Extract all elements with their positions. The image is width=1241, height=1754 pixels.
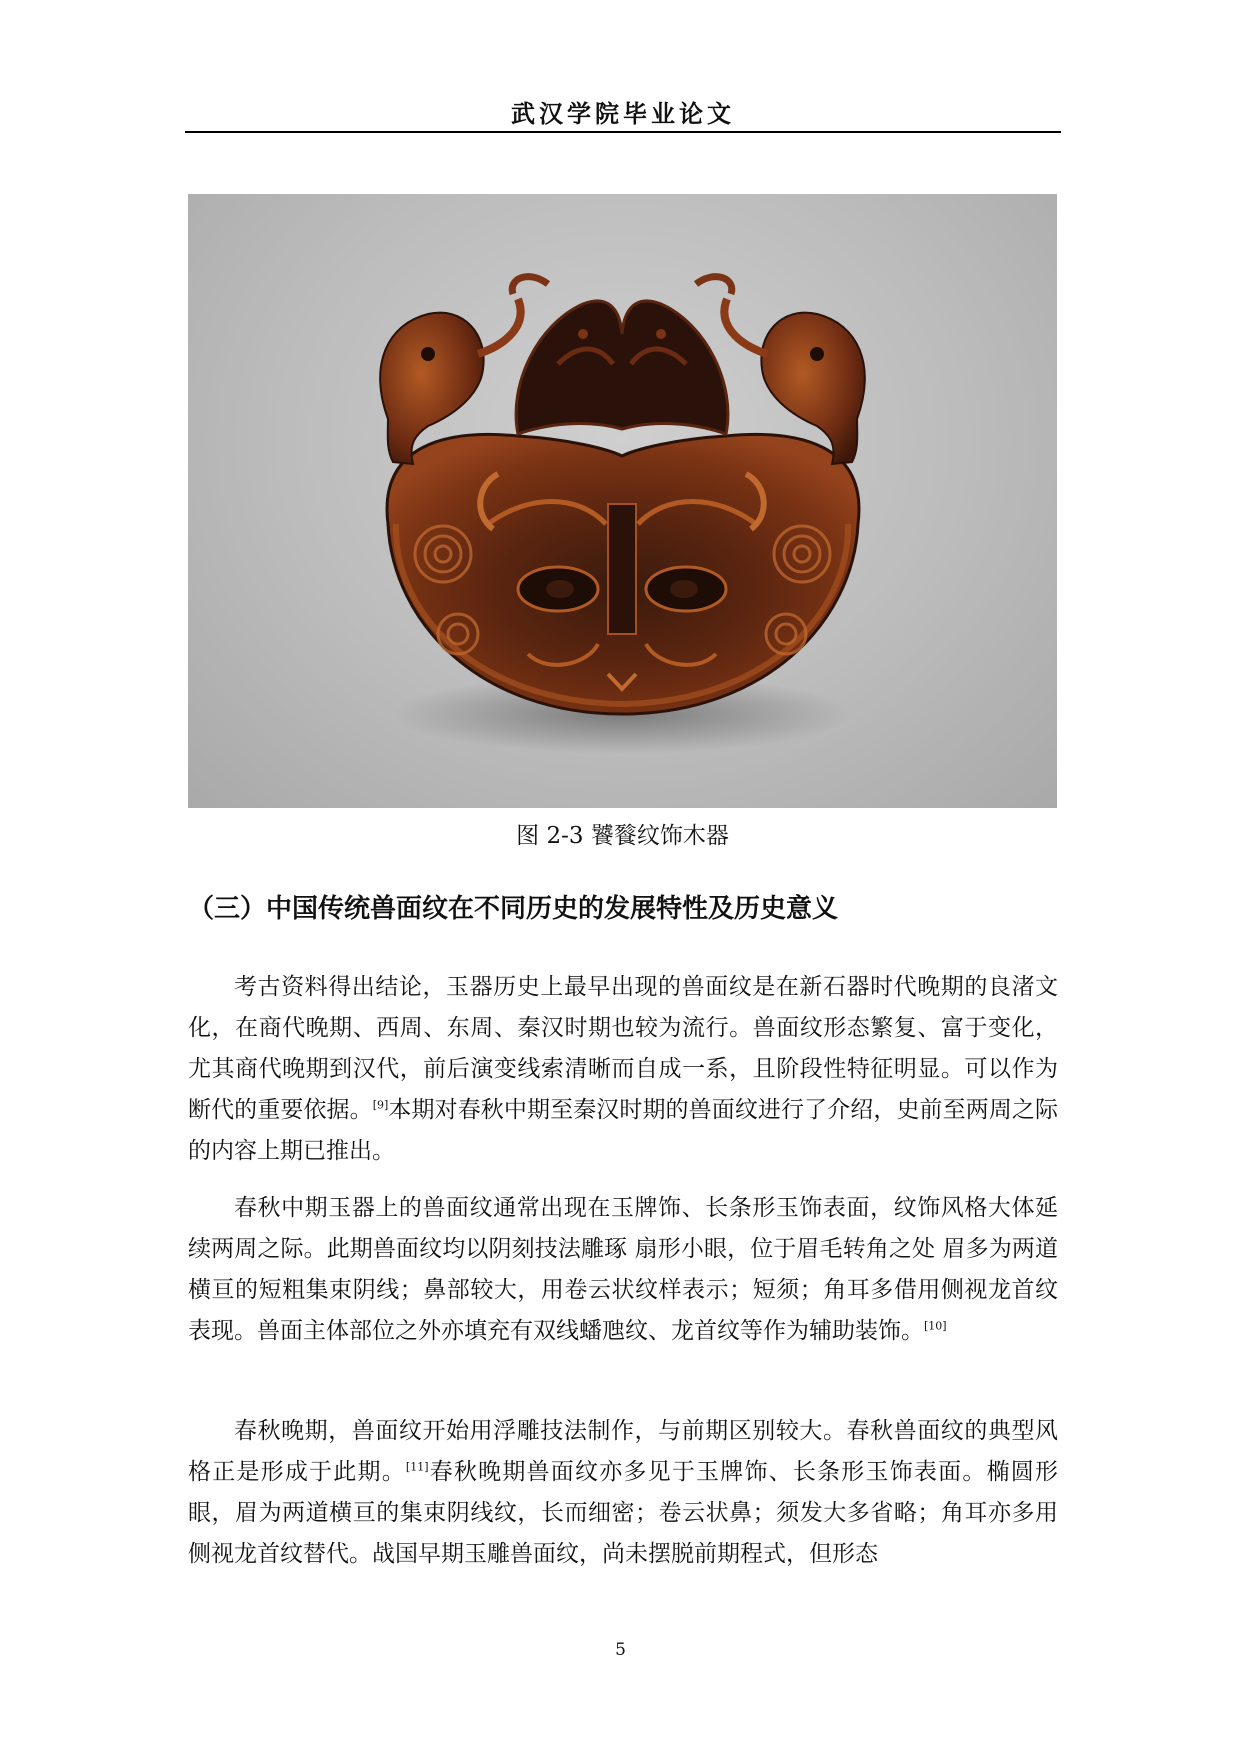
figure-photo [188, 194, 1057, 808]
paragraph [188, 1188, 1058, 1352]
paragraph-text: 考古资料得出结论，玉器历史上最早出现的兽面纹是在新石器时代晚期的良渚文化，在商代晚期、西周、东周、秦汉时期也较为流行。兽面纹形态繁复、富于变化，尤其商代晚期到汉代，前后演变线索清晰而自成一系，且阶段性特征明显。可以作为断代的重要依据。 [188, 974, 1058, 1123]
paragraph-text: 春秋晚期兽面纹亦多见于玉牌饰、长条形玉饰表面。椭圆形眼，眉为两道横亘的集束阴线纹，长而细密；卷云状鼻；须发大多省略；角耳亦多用侧视龙首纹替代。战国早期玉雕兽面纹，尚未摆脱前期程式，但形态 [188, 1459, 1059, 1567]
paragraph-text: 春秋中期玉器上的兽面纹通常出现在玉牌饰、长条形玉饰表面，纹饰风格大体延续两周之际。此期兽面纹均以阴刻技法雕琢 扇形小眼，位于眉毛转角之处 眉多为两道横亘的短粗集束阴线；鼻部较大，用卷云状纹样表示；短须；角耳多借用侧视龙首纹表现。兽面主体部位之外亦填充有双线蟠虺纹、龙首纹等作为辅助装饰。 [188, 1195, 1058, 1344]
paragraph-text: 春秋晚期，兽面纹开始用浮雕技法制作，与前期区别较大。春秋兽面纹的典型风格正是形成于此期。 [188, 1418, 1058, 1485]
header-rule [185, 131, 1061, 133]
citation-ref[interactable]: [11] [405, 1460, 429, 1474]
paragraph [188, 967, 1058, 1172]
paragraph-text: 本期对春秋中期至秦汉时期的兽面纹进行了介绍，史前至两周之际的内容上期已推出。 [188, 1097, 1059, 1164]
carved-ornament-illustration [188, 194, 1057, 808]
citation-ref[interactable]: [9] [372, 1098, 389, 1112]
section-heading: （三）中国传统兽面纹在不同历史的发展特性及历史意义 [188, 894, 839, 924]
citation-ref[interactable]: [10] [924, 1319, 947, 1333]
paragraph [188, 1411, 1058, 1575]
top-creatures [380, 277, 865, 464]
running-header: 武汉学院毕业论文 [511, 100, 735, 128]
page-number: 5 [615, 1640, 626, 1660]
figure-caption: 图 2-3 饕餮纹饰木器 [516, 823, 729, 849]
